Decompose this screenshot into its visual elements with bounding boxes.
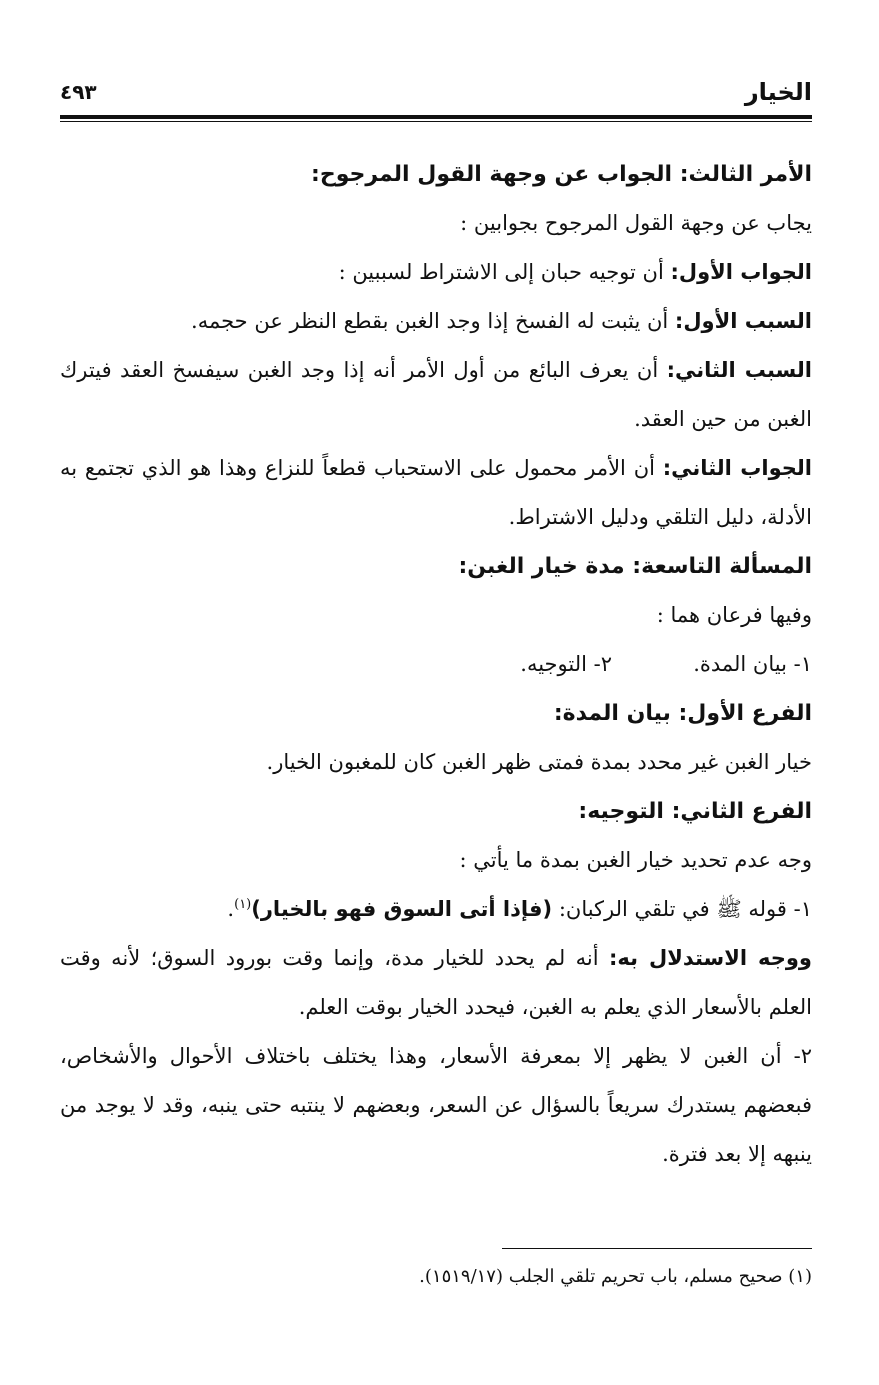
footnote-ref: (١) <box>234 897 252 912</box>
paragraph <box>60 346 812 444</box>
paragraph <box>60 444 812 542</box>
list-item: ٢- التوجيه. <box>520 652 612 676</box>
paragraph <box>60 297 812 346</box>
paragraph: يجاب عن وجهة القول المرجوح بجوابين : <box>460 211 812 235</box>
hadith-quote: (فإذا أتى السوق فهو بالخيار) <box>251 897 553 921</box>
paragraph <box>60 248 812 297</box>
term-label: السبب الثاني: <box>666 358 812 382</box>
page-header <box>60 76 812 116</box>
paragraph: وفيها فرعان هما : <box>656 603 812 627</box>
heading-first-branch: الفرع الأول: بيان المدة: <box>553 701 812 726</box>
paragraph: وجه عدم تحديد خيار الغبن بمدة ما يأتي : <box>459 848 812 872</box>
body-text <box>60 150 812 1179</box>
term-label: ووجه الاستدلال به: <box>608 946 812 970</box>
paragraph-text: أن يثبت له الفسخ إذا وجد الغبن بقطع النظر عن حجمه. <box>191 309 675 333</box>
header-rule-thin <box>60 121 812 122</box>
paragraph: ١- قوله ﷺ في تلقي الركبان: (فإذا أتى السوق فهو بالخيار)$^{(١)}$. <box>227 897 812 921</box>
running-title: الخيار <box>744 78 812 106</box>
term-label: الجواب الأول: <box>670 260 812 284</box>
header-rule-thick <box>60 115 812 119</box>
paragraph-text: ١- قوله ﷺ في تلقي الركبان: <box>552 897 812 921</box>
paragraph-text: أن يعرف البائع من أول الأمر أنه إذا وجد الغبن سيفسخ العقد فيترك الغبن من حين العقد. <box>60 358 812 431</box>
paragraph: ٢- أن الغبن لا يظهر إلا بمعرفة الأسعار، وهذا يختلف باختلاف الأحوال والأشخاص، فبعضهم يستدرك سريعاً بالسؤال عن السعر، وبعضهم لا ينتبه حتى ينبه، وقد لا يوجد من ينبهه إلا بعد فترة. <box>60 1044 812 1166</box>
page-number: ٤٩٣ <box>60 80 97 104</box>
term-label: السبب الأول: <box>674 309 812 333</box>
heading-second-branch: الفرع الثاني: التوجيه: <box>578 799 812 824</box>
heading-third-matter: الأمر الثالث: الجواب عن وجهة القول المرجوح: <box>311 162 812 187</box>
paragraph: خيار الغبن غير محدد بمدة فمتى ظهر الغبن كان للمغبون الخيار. <box>266 750 812 774</box>
term-label: الجواب الثاني: <box>662 456 812 480</box>
paragraph <box>60 934 812 1032</box>
footnote-rule <box>502 1248 812 1249</box>
paragraph-text: أن توجيه حبان إلى الاشتراط لسببين : <box>338 260 671 284</box>
list-item: ١- بيان المدة. <box>693 652 812 676</box>
paragraph-text: أنه لم يحدد للخيار مدة، وإنما وقت بورود السوق؛ لأنه وقت العلم بالأسعار الذي يعلم به الغبن، فيحدد الخيار بوقت العلم. <box>60 946 812 1019</box>
footnote: (١) صحيح مسلم، باب تحريم تلقي الجلب (١٥١٩/١٧). <box>419 1266 812 1287</box>
branch-list <box>60 640 812 689</box>
heading-ninth-issue: المسألة التاسعة: مدة خيار الغبن: <box>458 554 812 579</box>
paragraph-text: أن الأمر محمول على الاستحباب قطعاً للنزاع وهذا هو الذي تجتمع به الأدلة، دليل التلقي ودليل الاشتراط. <box>60 456 812 529</box>
